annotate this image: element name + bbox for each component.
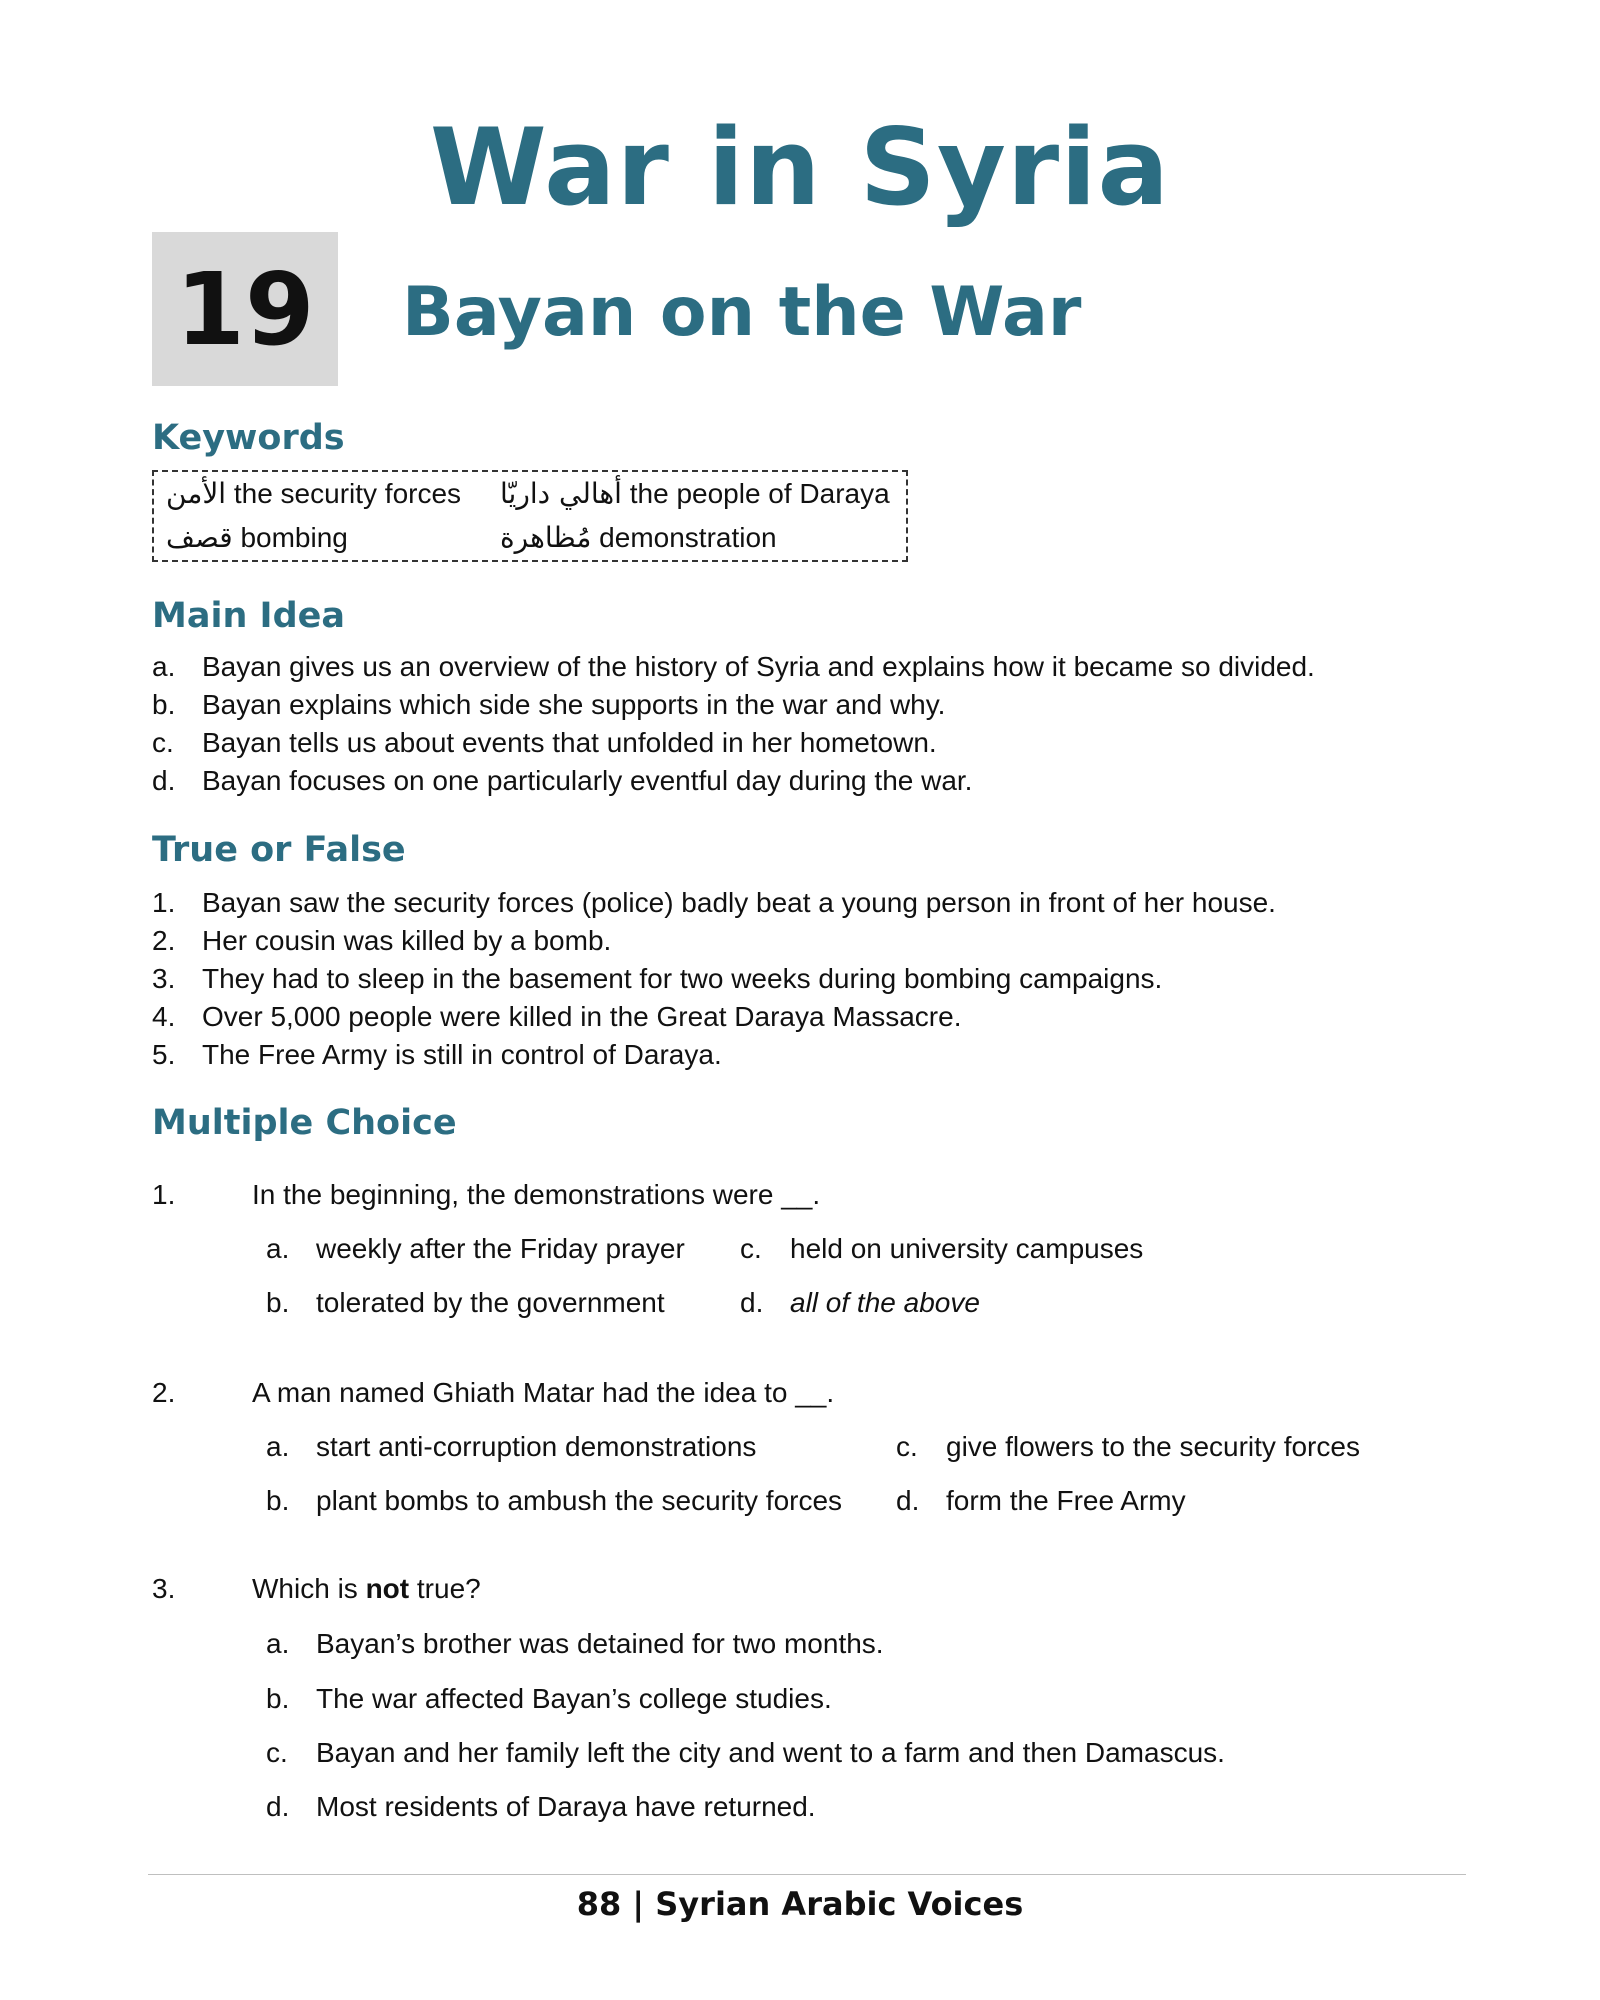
question: [152, 1176, 1352, 1214]
keyword-arabic: أهالي داريّا: [500, 477, 622, 510]
answer-option: [896, 1482, 1416, 1520]
answer-option: [266, 1482, 866, 1520]
item-label: 2.: [152, 925, 176, 956]
page-number: 88: [576, 1885, 622, 1923]
question-stem: [252, 1570, 481, 1608]
item-label: 5.: [152, 1039, 176, 1070]
question: [152, 1374, 1352, 1412]
chapter-number-box: [152, 232, 338, 386]
answer-option: [740, 1284, 1180, 1322]
main-idea-heading: Main Idea: [152, 596, 345, 636]
keyword-english: the people of Daraya: [629, 478, 890, 509]
answer-option: [266, 1284, 706, 1322]
item-text: The Free Army is still in control of Daraya.: [202, 1039, 722, 1070]
list-item: [152, 922, 1452, 960]
question-number: 3.: [152, 1573, 176, 1604]
item-label: 1.: [152, 887, 176, 918]
chapter-number: 19: [175, 250, 315, 368]
stem-emphasis: not: [365, 1573, 410, 1604]
option-text: Most residents of Daraya have returned.: [316, 1791, 816, 1822]
option-label: d.: [896, 1485, 920, 1516]
option-label: d.: [740, 1287, 764, 1318]
keywords-box: [152, 470, 908, 562]
keyword-item: [166, 518, 348, 558]
answer-option: [266, 1734, 1416, 1772]
item-label: c.: [152, 727, 174, 758]
option-text: weekly after the Friday prayer: [316, 1233, 685, 1264]
stem-part: true?: [409, 1573, 481, 1604]
item-label: a.: [152, 651, 176, 682]
page-footer: [0, 1882, 1600, 1926]
option-label: b.: [266, 1485, 290, 1516]
item-text: Bayan saw the security forces (police) badly beat a young person in front of her house.: [202, 887, 1276, 918]
answer-option: [266, 1788, 1416, 1826]
option-label: c.: [266, 1737, 288, 1768]
question-stem: A man named Ghiath Matar had the idea to __.: [252, 1377, 835, 1408]
keyword-english: bombing: [240, 522, 348, 553]
keyword-arabic: مُظاهرة: [500, 521, 592, 554]
true-false-heading: True or False: [152, 830, 406, 870]
answer-option: [266, 1625, 1416, 1663]
list-item: [152, 724, 1452, 762]
keyword-arabic: قصف: [166, 521, 233, 554]
option-text: plant bombs to ambush the security forces: [316, 1485, 843, 1516]
option-text: give flowers to the security forces: [946, 1431, 1360, 1462]
question-number: 1.: [152, 1179, 176, 1210]
main-idea-list: [152, 648, 1452, 800]
answer-option: [266, 1428, 866, 1466]
list-item: [152, 762, 1452, 800]
option-label: b.: [266, 1683, 290, 1714]
question: [152, 1570, 1352, 1608]
item-text: Bayan tells us about events that unfolded in her hometown.: [202, 727, 937, 758]
book-title: Syrian Arabic Voices: [655, 1885, 1024, 1923]
item-label: b.: [152, 689, 176, 720]
keyword-item: [500, 474, 890, 514]
question-stem: In the beginning, the demonstrations were __.: [252, 1179, 821, 1210]
item-text: Over 5,000 people were killed in the Great Daraya Massacre.: [202, 1001, 962, 1032]
option-text: Bayan and her family left the city and went to a farm and then Damascus.: [316, 1737, 1225, 1768]
list-item: [152, 960, 1452, 998]
keyword-item: [500, 518, 777, 558]
item-label: 3.: [152, 963, 176, 994]
multiple-choice-heading: Multiple Choice: [152, 1103, 457, 1143]
list-item: [152, 686, 1452, 724]
footer-separator: |: [632, 1885, 645, 1923]
chapter-subtitle: Bayan on the War: [402, 273, 1082, 352]
keyword-english: the security forces: [233, 478, 462, 509]
true-false-list: [152, 884, 1452, 1074]
option-label: b.: [266, 1287, 290, 1318]
option-text: all of the above: [790, 1287, 980, 1318]
option-label: d.: [266, 1791, 290, 1822]
item-text: Her cousin was killed by a bomb.: [202, 925, 612, 956]
question-number: 2.: [152, 1377, 176, 1408]
option-label: a.: [266, 1431, 290, 1462]
option-text: form the Free Army: [946, 1485, 1186, 1516]
answer-option: [740, 1230, 1180, 1268]
keywords-heading: Keywords: [152, 418, 345, 458]
item-text: Bayan focuses on one particularly eventful day during the war.: [202, 765, 973, 796]
item-label: d.: [152, 765, 176, 796]
keyword-item: [166, 474, 461, 514]
option-label: c.: [740, 1233, 762, 1264]
answer-option: [896, 1428, 1416, 1466]
stem-part: Which is: [252, 1573, 366, 1604]
option-label: c.: [896, 1431, 918, 1462]
list-item: [152, 1036, 1452, 1074]
item-text: Bayan explains which side she supports in the war and why.: [202, 689, 946, 720]
item-text: They had to sleep in the basement for two weeks during bombing campaigns.: [202, 963, 1163, 994]
option-text: Bayan’s brother was detained for two months.: [316, 1628, 884, 1659]
list-item: [152, 998, 1452, 1036]
footer-divider: [148, 1874, 1466, 1875]
option-label: a.: [266, 1628, 290, 1659]
option-text: held on university campuses: [790, 1233, 1144, 1264]
list-item: [152, 884, 1452, 922]
list-item: [152, 648, 1452, 686]
answer-option: [266, 1230, 706, 1268]
keyword-arabic: الأمن: [166, 477, 227, 510]
keyword-english: demonstration: [599, 522, 777, 553]
item-label: 4.: [152, 1001, 176, 1032]
option-text: tolerated by the government: [316, 1287, 665, 1318]
option-text: start anti-corruption demonstrations: [316, 1431, 757, 1462]
page-title: War in Syria: [429, 106, 1171, 229]
answer-option: [266, 1680, 1416, 1718]
item-text: Bayan gives us an overview of the history of Syria and explains how it became so divided.: [202, 651, 1315, 682]
option-text: The war affected Bayan’s college studies.: [316, 1683, 832, 1714]
option-label: a.: [266, 1233, 290, 1264]
